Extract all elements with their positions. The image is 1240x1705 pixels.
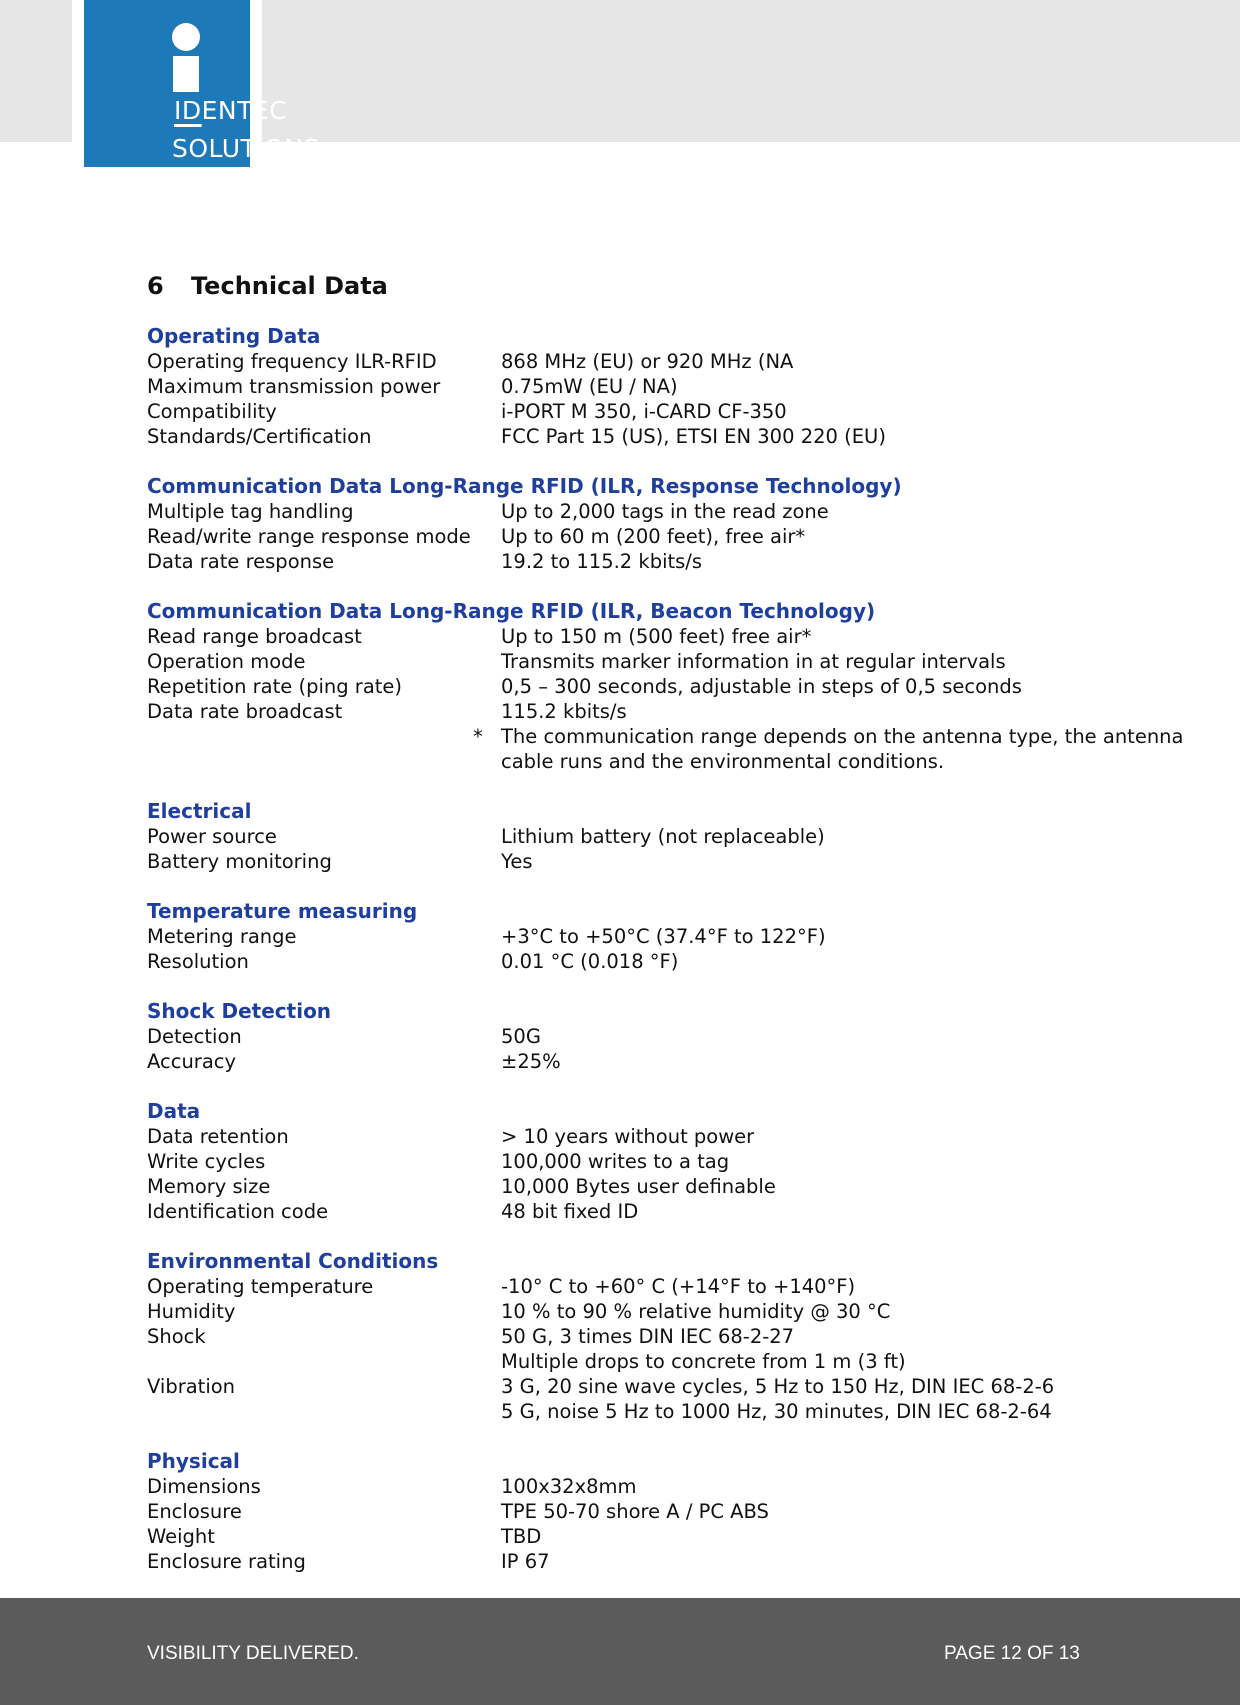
spec-value: ±25%: [501, 1050, 561, 1073]
spec-value: i-PORT M 350, i-CARD CF-350: [501, 400, 787, 423]
section-heading: Communication Data Long-Range RFID (ILR, Beacon Technology): [147, 599, 876, 623]
spec-label: Data rate response: [147, 550, 335, 573]
section-heading: Operating Data: [147, 324, 321, 348]
section-heading: Physical: [147, 1449, 240, 1473]
spec-value: Up to 150 m (500 feet) free air*: [501, 625, 812, 648]
spec-row: [147, 649, 1147, 674]
spec-label: Dimensions: [147, 1475, 261, 1498]
spec-value: 19.2 to 115.2 kbits/s: [501, 550, 703, 573]
spec-section: [147, 899, 1147, 974]
spec-label: Enclosure rating: [147, 1550, 306, 1573]
logo-line1: [174, 96, 287, 126]
spec-content: [147, 324, 1184, 1599]
spec-section: [147, 324, 1147, 449]
spec-value: 10 % to 90 % relative humidity @ 30 °C: [501, 1300, 891, 1323]
spec-label: Operation mode: [147, 650, 306, 673]
spec-label: Standards/Certification: [147, 425, 372, 448]
spec-label: Identification code: [147, 1200, 329, 1223]
footnote-text: [501, 724, 1184, 774]
spec-row: [147, 1524, 1147, 1549]
section-heading: Shock Detection: [147, 999, 332, 1023]
spec-row: [147, 824, 1147, 849]
spec-label: Data retention: [147, 1125, 289, 1148]
spec-row: [147, 1024, 1147, 1049]
spec-row: [147, 1324, 1147, 1349]
spec-row: [147, 374, 1147, 399]
spec-row: [147, 349, 1147, 374]
spec-row: [147, 1499, 1147, 1524]
spec-row: [147, 1199, 1147, 1224]
spec-row: [147, 924, 1147, 949]
spec-label: Read range broadcast: [147, 625, 362, 648]
spec-value: 0.75mW (EU / NA): [501, 375, 678, 398]
spec-label: Write cycles: [147, 1150, 266, 1173]
spec-row: [147, 1124, 1147, 1149]
section-heading: Temperature measuring: [147, 899, 418, 923]
spec-label: Operating temperature: [147, 1275, 374, 1298]
spec-row: [147, 399, 1147, 424]
spec-label: Read/write range response mode: [147, 525, 471, 548]
page-number: PAGE 12 OF 13: [944, 1643, 1080, 1664]
section-number: 6: [147, 272, 164, 300]
spec-section: [147, 1449, 1147, 1574]
spec-row: [147, 1274, 1147, 1299]
spec-value: Transmits marker information in at regular intervals: [501, 650, 1006, 673]
spec-row: [147, 699, 1147, 724]
spec-value: IP 67: [501, 1550, 550, 1573]
spec-label: Resolution: [147, 950, 249, 973]
spec-label: Detection: [147, 1025, 242, 1048]
section-heading: Data: [147, 1099, 201, 1123]
spec-label: Compatibility: [147, 400, 277, 423]
spec-value: 50G: [501, 1025, 541, 1048]
footer-tagline: VISIBILITY DELIVERED.: [147, 1643, 359, 1664]
section-heading: Electrical: [147, 799, 252, 823]
spec-label: Accuracy: [147, 1050, 237, 1073]
spec-value: TBD: [501, 1525, 542, 1548]
spec-row: [147, 1049, 1147, 1074]
spec-label: Humidity: [147, 1300, 236, 1323]
spec-section: [147, 1099, 1147, 1224]
spec-value: Up to 2,000 tags in the read zone: [501, 500, 829, 523]
footnote-line: cable runs and the environmental conditions.: [501, 750, 945, 773]
spec-row: [147, 1174, 1147, 1199]
spec-value: 100,000 writes to a tag: [501, 1150, 730, 1173]
spec-value: 0,5 – 300 seconds, adjustable in steps of 0,5 seconds: [501, 675, 1022, 698]
spec-row: [147, 949, 1147, 974]
spec-row: [147, 1399, 1147, 1424]
spec-value: Lithium battery (not replaceable): [501, 825, 825, 848]
spec-label: Weight: [147, 1525, 215, 1548]
spec-section: [147, 599, 1184, 774]
spec-section: [147, 1249, 1147, 1424]
spec-label: Metering range: [147, 925, 297, 948]
spec-label: Data rate broadcast: [147, 700, 343, 723]
spec-row: [147, 499, 1147, 524]
spec-row: [147, 1299, 1147, 1324]
spec-label: Vibration: [147, 1375, 236, 1398]
spec-label: Battery monitoring: [147, 850, 332, 873]
footnote: [147, 724, 1184, 774]
spec-row: [147, 674, 1147, 699]
spec-value: 100x32x8mm: [501, 1475, 637, 1498]
spec-value: 3 G, 20 sine wave cycles, 5 Hz to 150 Hz, DIN IEC 68-2-6: [501, 1375, 1055, 1398]
spec-label: Maximum transmission power: [147, 375, 441, 398]
spec-row: [147, 1349, 1147, 1374]
logo-entec: ENTEC: [201, 96, 288, 125]
spec-row: [147, 1149, 1147, 1174]
spec-value: 5 G, noise 5 Hz to 1000 Hz, 30 minutes, DIN IEC 68-2-64: [501, 1400, 1052, 1423]
spec-row: [147, 849, 1147, 874]
section-title: Technical Data: [191, 272, 388, 300]
spec-value: 50 G, 3 times DIN IEC 68-2-27: [501, 1325, 795, 1348]
spec-value: Yes: [501, 850, 533, 873]
spec-value: FCC Part 15 (US), ETSI EN 300 220 (EU): [501, 425, 886, 448]
spec-row: [147, 524, 1147, 549]
spec-label: Operating frequency ILR-RFID: [147, 350, 437, 373]
spec-label: Shock: [147, 1325, 206, 1348]
footnote-line: The communication range depends on the antenna type, the antenna: [501, 725, 1184, 748]
logo-id: ID: [174, 96, 202, 125]
company-logo: [84, 0, 320, 167]
spec-value: > 10 years without power: [501, 1125, 755, 1148]
section-heading: Environmental Conditions: [147, 1249, 439, 1273]
spec-value: TPE 50-70 shore A / PC ABS: [501, 1500, 769, 1523]
spec-value: 0.01 °C (0.018 °F): [501, 950, 679, 973]
spec-label: Memory size: [147, 1175, 271, 1198]
spec-row: [147, 1374, 1147, 1399]
spec-section: [147, 474, 1147, 574]
spec-row: [147, 549, 1147, 574]
spec-value: Up to 60 m (200 feet), free air*: [501, 525, 806, 548]
spec-value: 10,000 Bytes user definable: [501, 1175, 776, 1198]
spec-row: [147, 1474, 1147, 1499]
spec-value: Multiple drops to concrete from 1 m (3 ft): [501, 1350, 906, 1373]
logo-dot-icon: [172, 23, 200, 51]
spec-value: 115.2 kbits/s: [501, 700, 627, 723]
page-title: [147, 270, 388, 302]
spec-section: [147, 799, 1147, 874]
spec-label: Power source: [147, 825, 277, 848]
spec-section: [147, 999, 1147, 1074]
spec-label: Enclosure: [147, 1500, 242, 1523]
logo-line2: SOLUTIONS: [172, 134, 320, 163]
spec-label: Repetition rate (ping rate): [147, 675, 403, 698]
section-heading: Communication Data Long-Range RFID (ILR, Response Technology): [147, 474, 902, 498]
spec-row: [147, 1549, 1147, 1574]
logo-bar-icon: [173, 56, 199, 92]
footnote-marker: *: [473, 725, 483, 748]
spec-row: [147, 424, 1147, 449]
spec-value: -10° C to +60° C (+14°F to +140°F): [501, 1275, 856, 1298]
spec-value: +3°C to +50°C (37.4°F to 122°F): [501, 925, 826, 948]
spec-value: 868 MHz (EU) or 920 MHz (NA: [501, 350, 794, 373]
spec-value: 48 bit fixed ID: [501, 1200, 639, 1223]
spec-label: Multiple tag handling: [147, 500, 354, 523]
spec-row: [147, 624, 1147, 649]
